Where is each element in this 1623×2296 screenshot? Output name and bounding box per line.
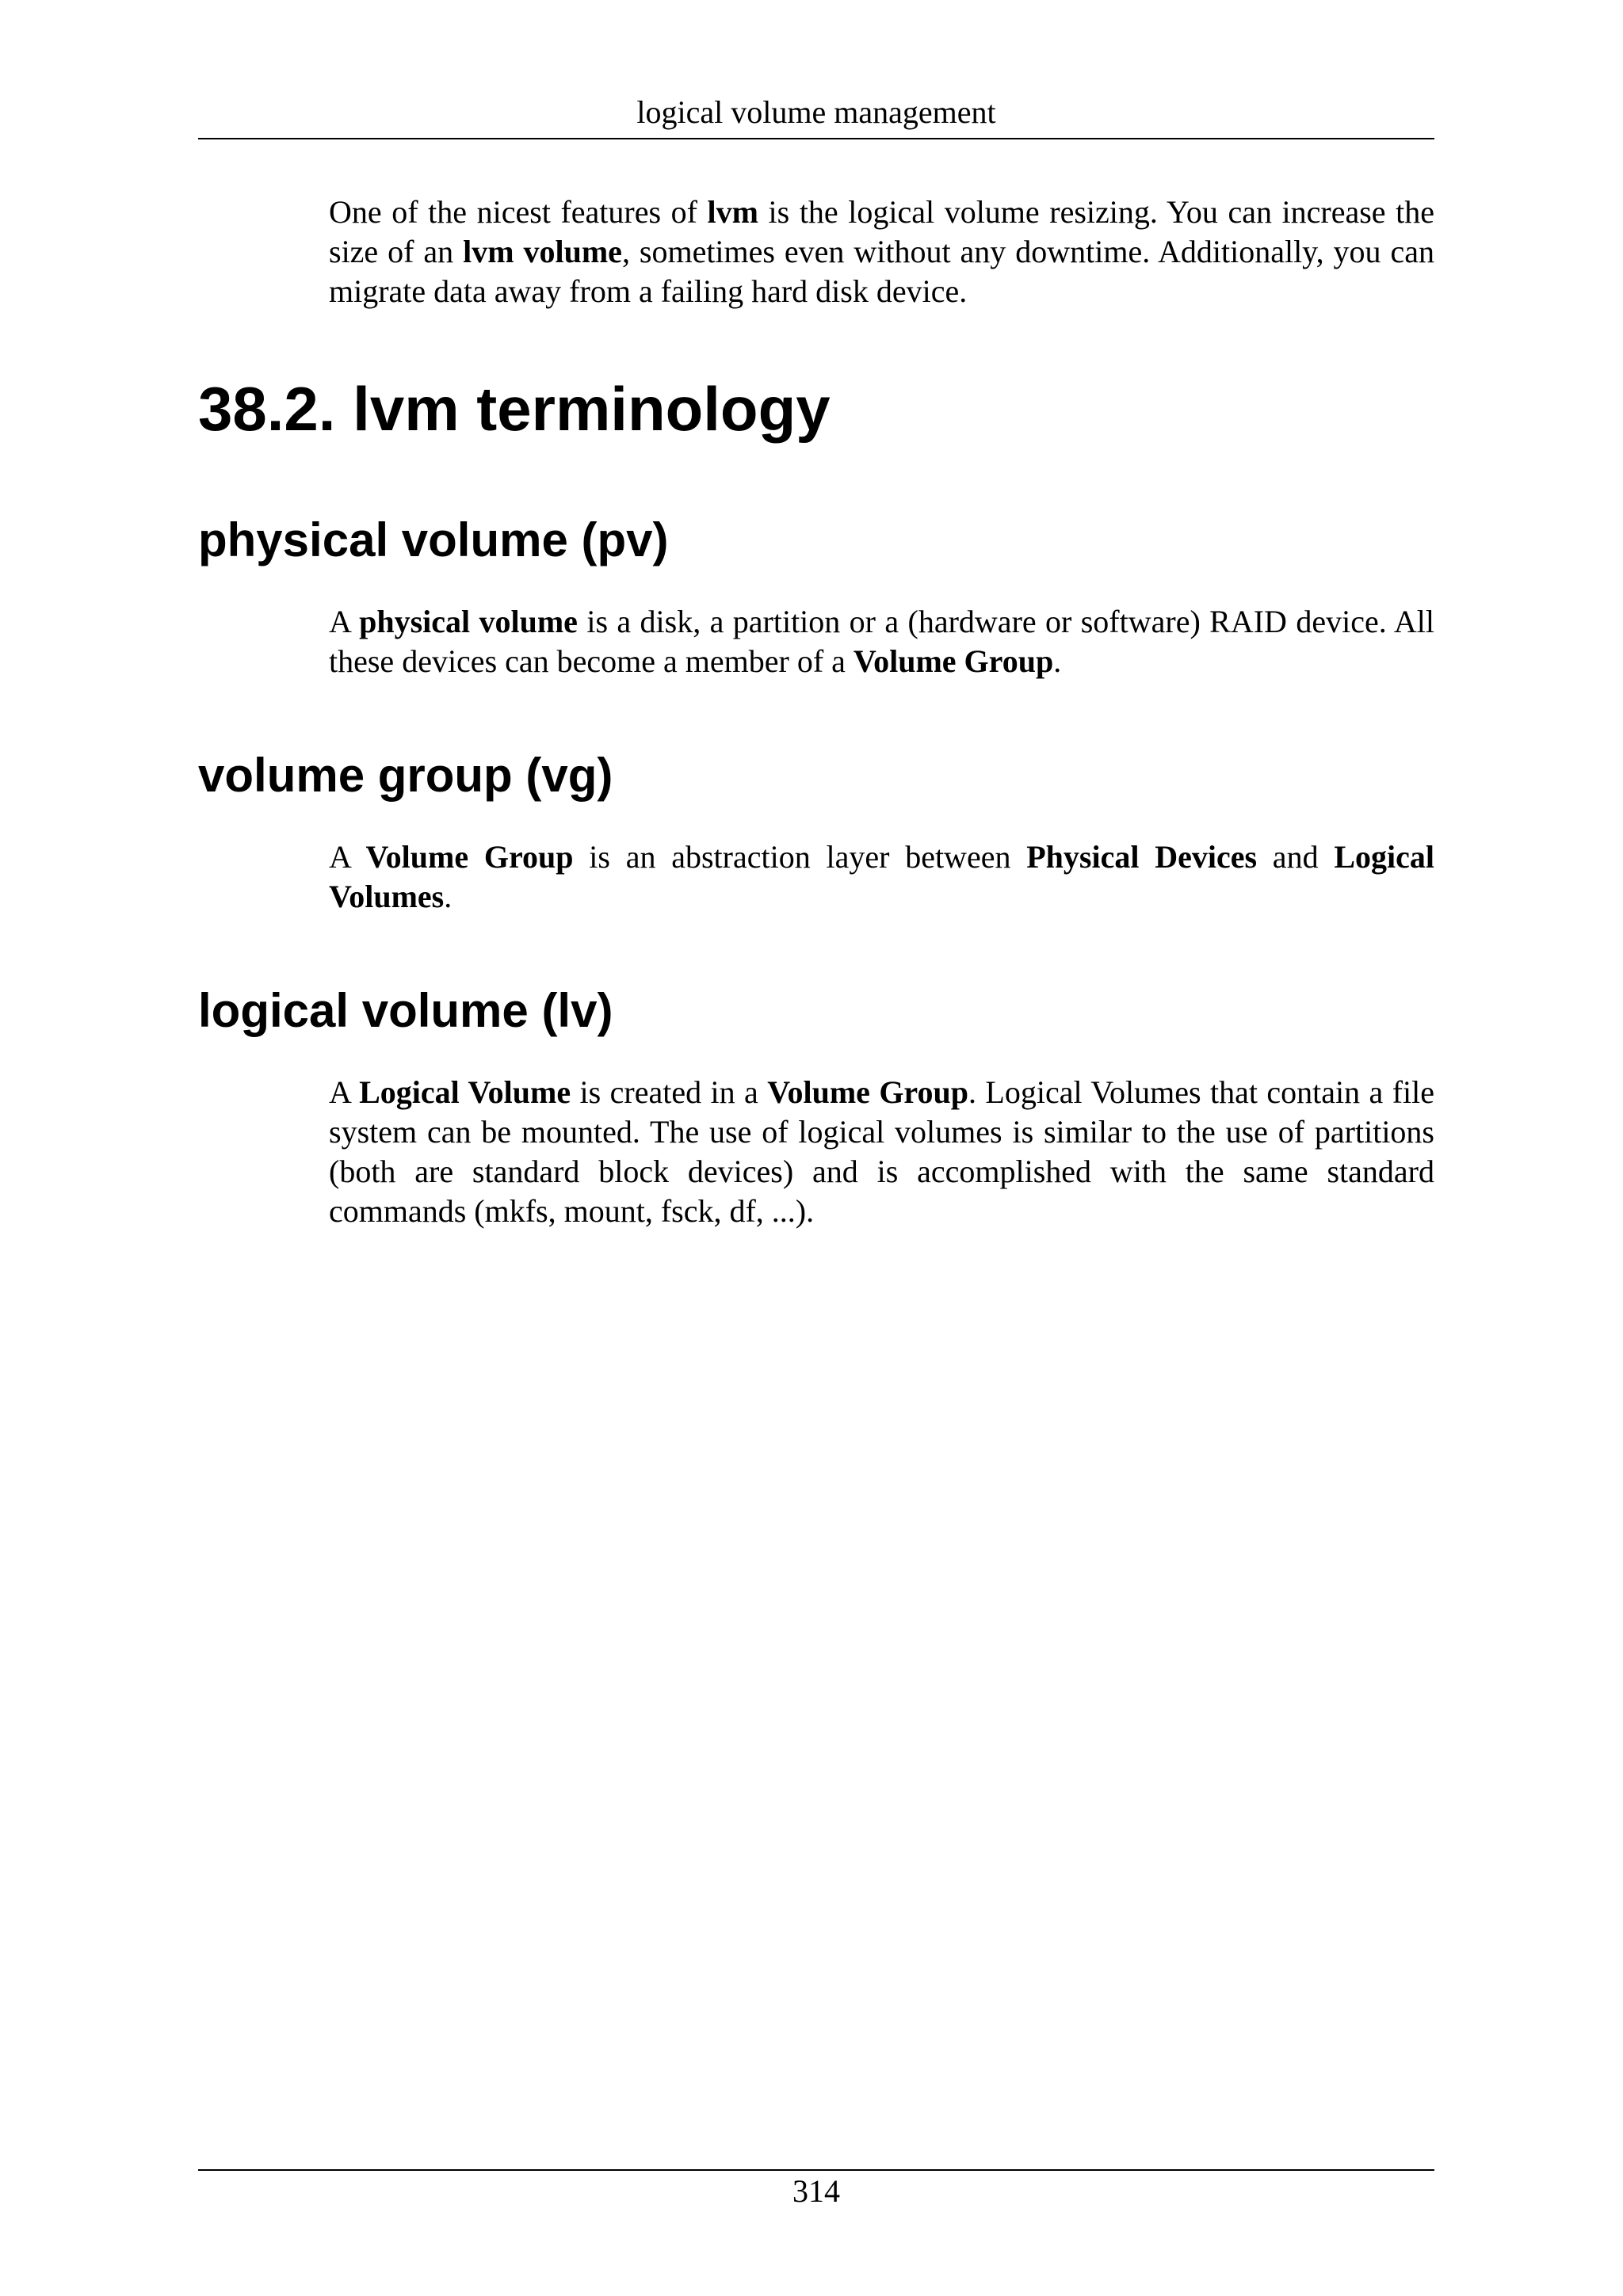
term-volume-group: Volume Group	[853, 643, 1054, 679]
section-title: 38.2. lvm terminology	[198, 374, 831, 444]
logical-volume-paragraph: A Logical Volume is created in a Volume Group. Logical Volumes that contain a file system can be mounted. The use of logical volumes is similar to the use of partitions (both are standard block devices) and is accomplished with the same standard commands (mkfs, mount, fsck, df, ...).	[329, 1074, 1434, 1229]
term-physical-volume: physical volume	[359, 604, 578, 639]
intro-paragraph: One of the nicest features of lvm is the logical volume resizing. You can increase the size of an lvm volume, sometimes even without any downtime. Additionally, you can migrate data away from a failing hard disk device.	[329, 194, 1434, 309]
term-volume-group: Volume Group	[365, 839, 574, 875]
heading-physical-volume: physical volume (pv)	[198, 513, 669, 566]
term-lvm-volume: lvm volume	[463, 234, 622, 269]
page-number: 314	[792, 2173, 840, 2209]
volume-group-paragraph: A Volume Group is an abstraction layer between Physical Devices and Logical Volumes.	[329, 839, 1434, 914]
term-volume-group: Volume Group	[767, 1074, 968, 1110]
heading-volume-group: volume group (vg)	[198, 749, 613, 802]
header-rule	[198, 138, 1434, 139]
physical-volume-paragraph: A physical volume is a disk, a partition or a (hardware or software) RAID device. All these devices can become a member of a Volume Group.	[329, 604, 1434, 679]
footer-rule	[198, 2169, 1434, 2171]
term-logical-volume: Logical Volume	[359, 1074, 571, 1110]
term-physical-devices: Physical Devices	[1026, 839, 1258, 875]
term-lvm: lvm	[707, 194, 758, 230]
heading-logical-volume: logical volume (lv)	[198, 984, 613, 1037]
running-header: logical volume management	[636, 94, 996, 130]
term-logical-volumes: Logical Volumes	[329, 839, 1434, 914]
